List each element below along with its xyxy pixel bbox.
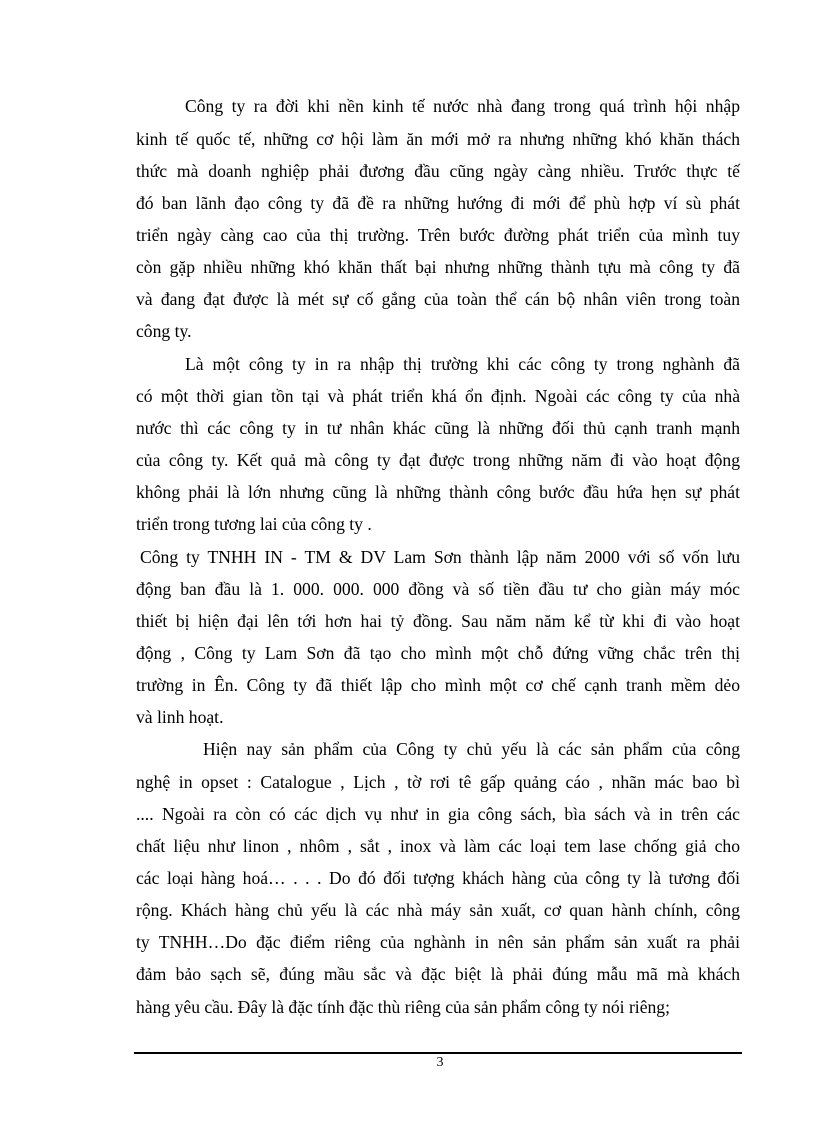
text-line: triển trong tương lai của công ty . xyxy=(136,514,372,534)
text-line: có một thời gian tồn tại và phát triển khá ổn định. Ngoài các công ty của nhà xyxy=(136,386,740,406)
text-line: các loại hàng hoá… . . . Do đó đối tượng khách hàng của công ty là tương đối xyxy=(136,868,740,888)
page-number: 3 xyxy=(436,1055,444,1070)
text-line: động , Công ty Lam Sơn đã tạo cho mình một chỗ đứng vững chắc trên thị xyxy=(136,643,740,663)
text-line: rộng. Khách hàng chủ yếu là các nhà máy sản xuất, cơ quan hành chính, công xyxy=(136,900,740,920)
text-line: trường in Ên. Công ty đã thiết lập cho mình một cơ chế cạnh tranh mềm dẻo xyxy=(136,675,740,695)
text-line: đó ban lãnh đạo công ty đã đề ra những hướng đi mới để phù hợp ví sù phát xyxy=(136,193,740,213)
text-line: kinh tế quốc tế, những cơ hội làm ăn mới mở ra nhưng những khó khăn thách xyxy=(136,129,740,149)
text-line: .... Ngoài ra còn có các dịch vụ như in gia công sách, bìa sách và in trên các xyxy=(136,804,740,824)
text-line: nghệ in opset : Catalogue , Lịch , tờ rơi tê gấp quảng cáo , nhãn mác bao bì xyxy=(136,772,740,792)
text-line: động ban đầu là 1. 000. 000. 000 đồng và số tiền đầu tư cho giàn máy móc xyxy=(136,579,740,599)
text-line: nước thì các công ty in tư nhân khác cũng là những đối thủ cạnh tranh mạnh xyxy=(136,418,740,438)
text-line: và linh hoạt. xyxy=(136,707,224,727)
text-line: triển ngày càng cao của thị trường. Trên bước đường phát triển của mình tuy xyxy=(136,225,740,245)
text-line: của công ty. Kết quả mà công ty đạt được trong những năm đi vào hoạt động xyxy=(136,450,740,470)
text-line: Hiện nay sản phẩm của Công ty chủ yếu là các sản phẩm của công xyxy=(203,739,740,759)
text-line: hàng yêu cầu. Đây là đặc tính đặc thù riêng của sản phẩm công ty nói riêng; xyxy=(136,997,670,1017)
text-line: không phải là lớn nhưng cũng là những thành công bước đầu hứa hẹn sự phát xyxy=(136,482,740,502)
text-line: công ty. xyxy=(136,321,192,341)
text-line: thức mà doanh nghiệp phải đương đầu cũng ngày càng nhiều. Trước thực tế xyxy=(136,161,740,181)
text-line: và đang đạt được là mét sự cố gắng của toàn thể cán bộ nhân viên trong toàn xyxy=(136,289,740,309)
text-line: ty TNHH…Do đặc điểm riêng của nghành in nên sản phẩm sản xuất ra phải xyxy=(136,932,740,952)
text-line: chất liệu như linon , nhôm , sắt , inox và làm các loại tem lase chống giả cho xyxy=(136,836,740,856)
text-line: đảm bảo sạch sẽ, đúng mầu sắc và đặc biệt là phải đúng mẫu mã mà khách xyxy=(136,964,740,984)
text-line: Là một công ty in ra nhập thị trường khi các công ty trong nghành đã xyxy=(185,354,740,374)
text-line: còn gặp nhiều những khó khăn thất bại nhưng những thành tựu mà công ty đã xyxy=(136,257,740,277)
text-line: Công ty TNHH IN - TM & DV Lam Sơn thành lập năm 2000 với số vốn lưu xyxy=(140,547,740,567)
text-line: Công ty ra đời khi nền kinh tế nước nhà đang trong quá trình hội nhập xyxy=(185,96,740,116)
text-line: thiết bị hiện đại lên tới hơn hai tỷ đồng. Sau năm năm kể từ khi đi vào hoạt xyxy=(136,611,740,631)
